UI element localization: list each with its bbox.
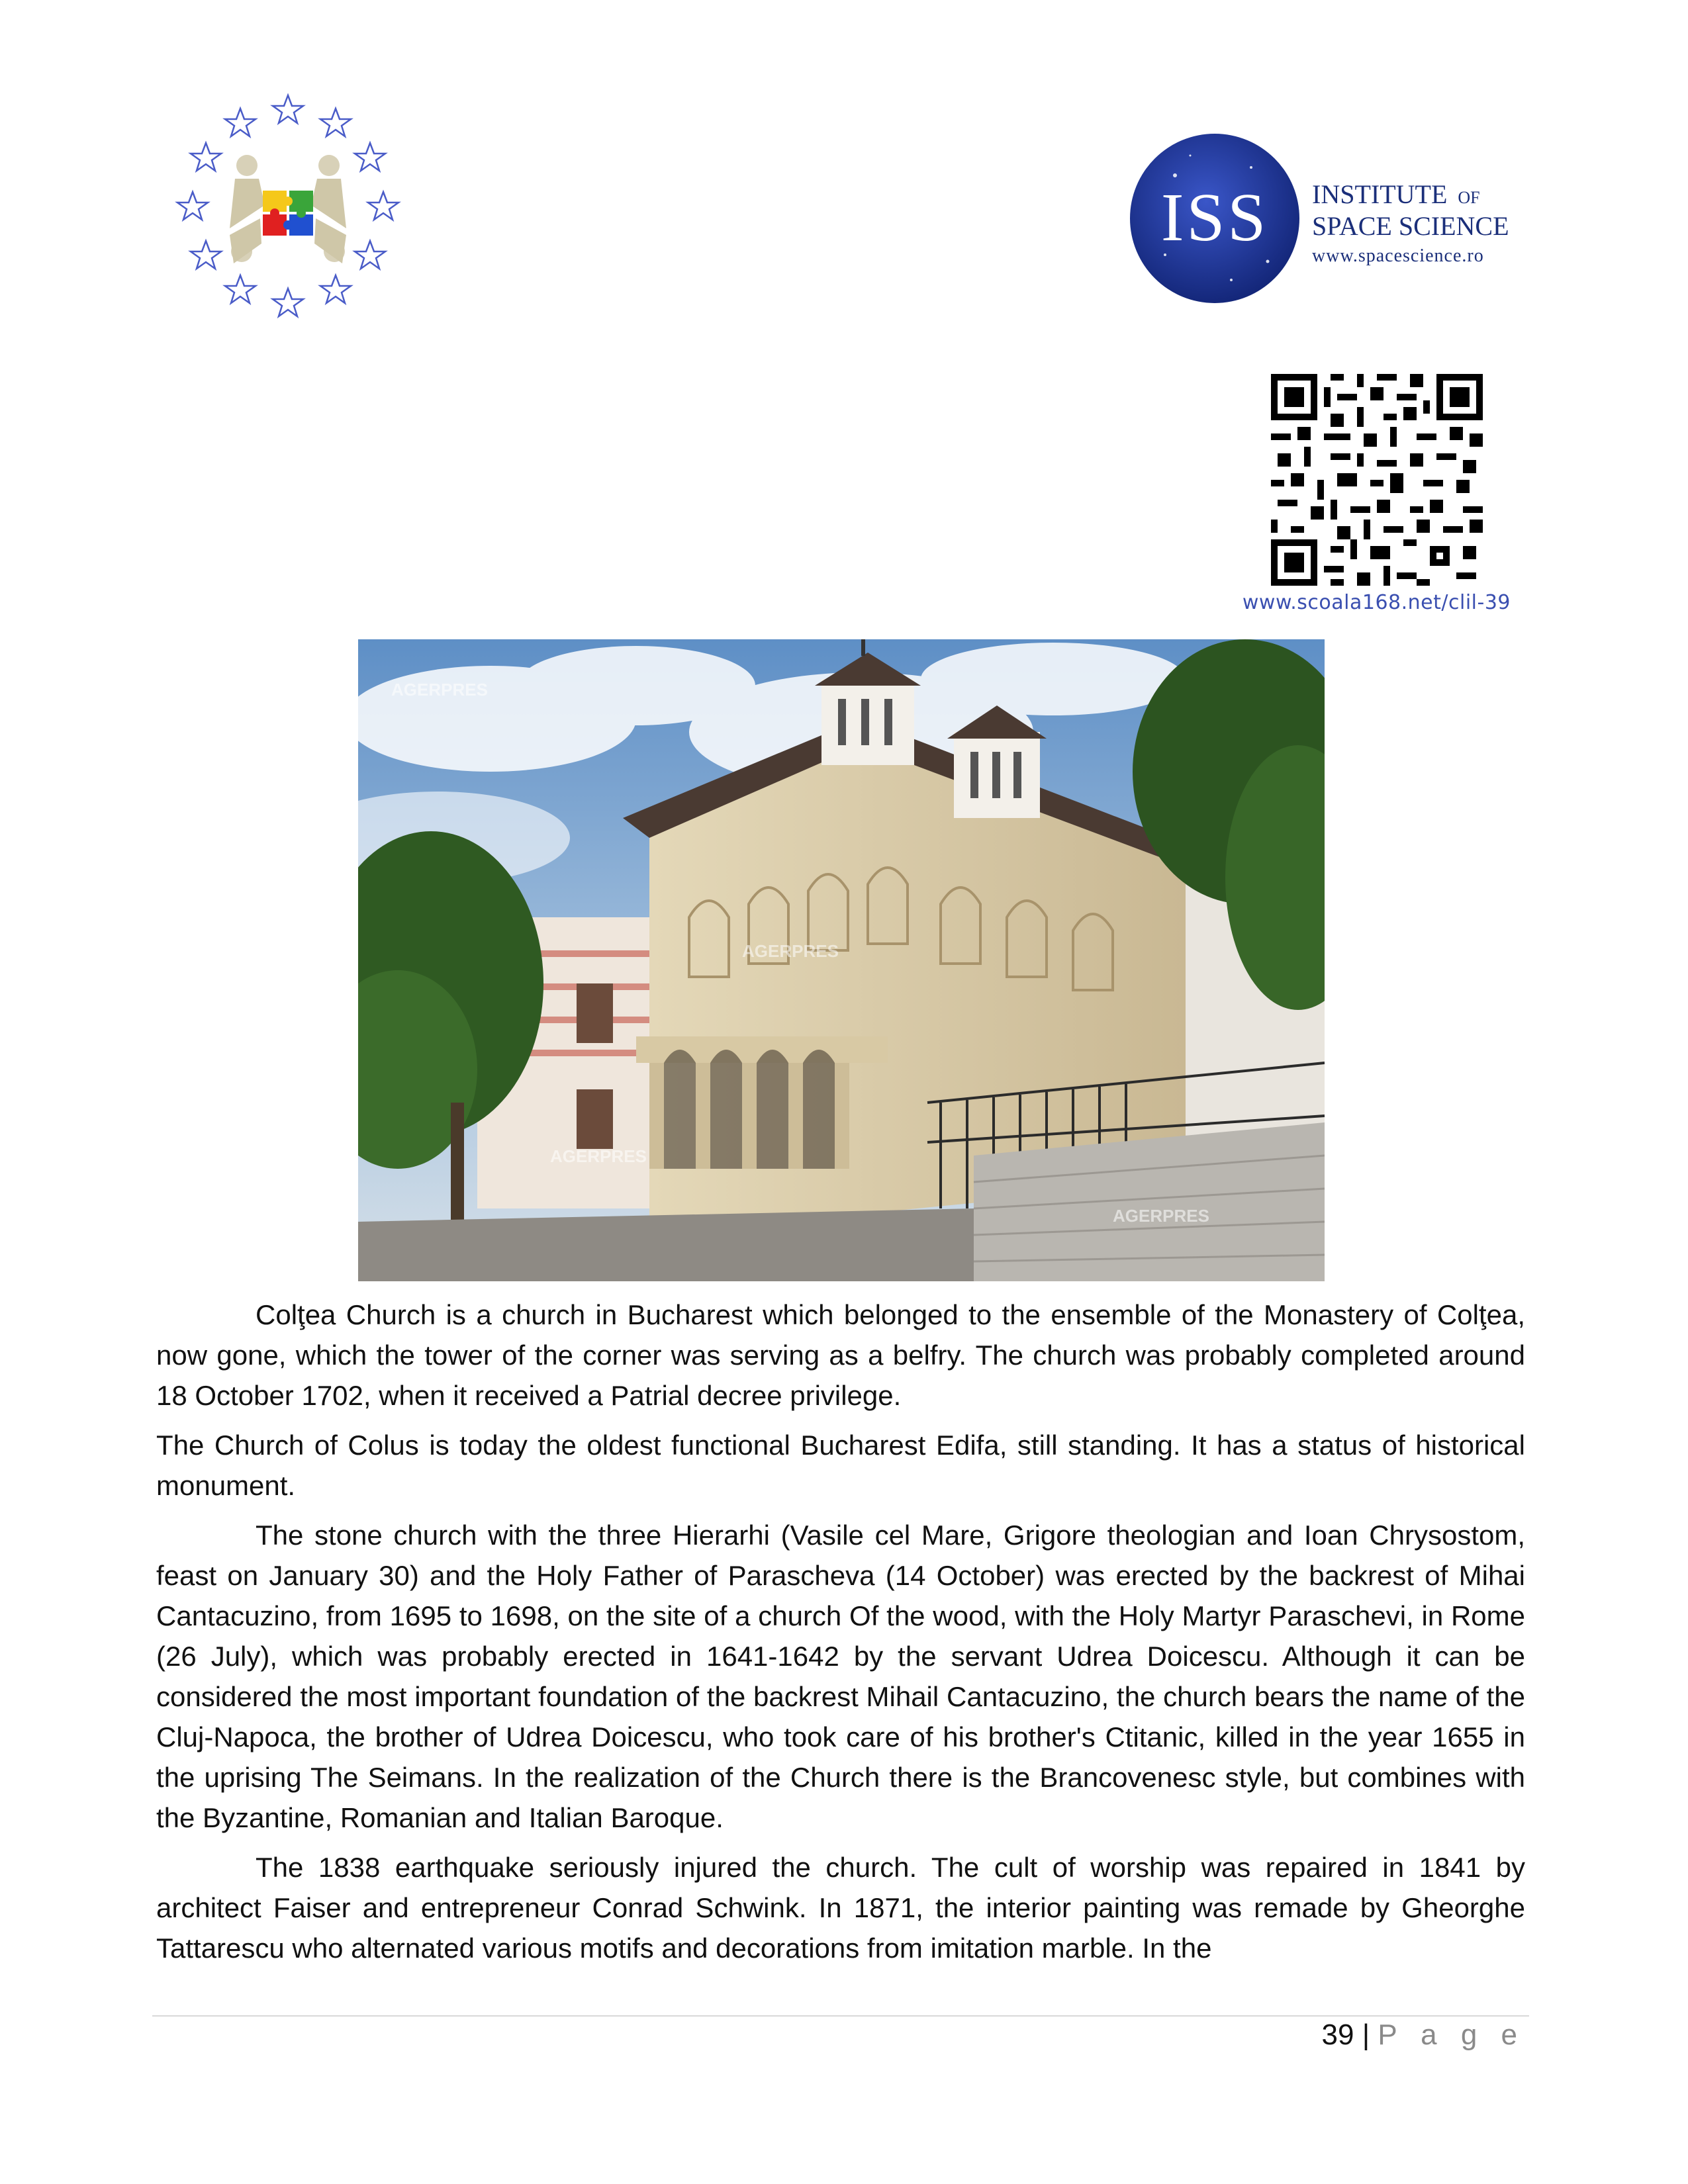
iss-logo [1125,129,1536,308]
iss-line1-suffix: OF [1458,188,1480,207]
page-word: P a g e [1378,2019,1525,2051]
project-logo [169,93,407,331]
iss-line2: SPACE SCIENCE [1312,211,1509,241]
photo-watermark: AGERPRES [1113,1206,1209,1226]
iss-monogram: ISS [1160,179,1269,255]
paragraph: The Church of Colus is today the oldest functional Bucharest Edifa, still standing. It has a status of historical monument. [156,1430,1525,1501]
paragraph: Colţea Church is a church in Bucharest which belonged to the ensemble of the Monastery of Colţea, now gone, which the tower of the corner was serving as a belfry. The church was probably completed around 18 October 1702, when it received a Patrial decree privilege. [156,1299,1525,1411]
paragraph: The 1838 earthquake seriously injured the church. The cult of worship was repaired in 1841 by architect Faiser and entrepreneur Conrad Schwink. In 1871, the interior painting was remade by Gheorghe Tattarescu who alternated various motifs and decorations from imitation marble. In the [156,1852,1525,1964]
qr-url-link[interactable]: www.scoala168.net/clil-39 [1242,591,1511,614]
puzzle-icon [263,191,313,236]
body-text [156,1295,1525,1978]
qr-code-icon[interactable] [1271,374,1483,586]
church-photo [358,639,1325,1281]
photo-watermark: AGERPRES [742,941,839,961]
page-number-separator: | [1362,2019,1370,2051]
iss-line1: INSTITUTE [1312,179,1448,209]
footer-divider [152,2015,1529,2017]
svg-text:INSTITUTE OF [1312,179,1480,209]
photo-watermark: AGERPRES [391,680,488,700]
figures-icon [230,155,346,263]
iss-url: www.spacescience.ro [1312,246,1484,266]
page-number [1322,2019,1526,2052]
page-number-value: 39 [1321,2019,1354,2051]
photo-watermark: AGERPRES [550,1146,647,1166]
paragraph: The stone church with the three Hierarhi (Vasile cel Mare, Grigore theologian and Ioan Chrysostom, feast on January 30) and the Holy Father of Parascheva (14 October) was erected by the backrest of Mihai Cantacuzino, from 1695 to 1698, on the site of a church Of the wood, with the Holy Martyr Paraschevi, in Rome (26 July), which was probably erected in 1641-1642 by the servant Udrea Doicescu. Although it can be considered the most important foundation of the backrest Mihail Cantacuzino, the church bears the name of the Cluj-Napoca, the brother of Udrea Doicescu, who took care of his brother's Ctitanic, killed in the year 1655 in the uprising The Seimans. In the realization of the Church there is the Brancovenesc style, but combines with the Byzantine, Romanian and Italian Baroque. [156,1520,1525,1833]
